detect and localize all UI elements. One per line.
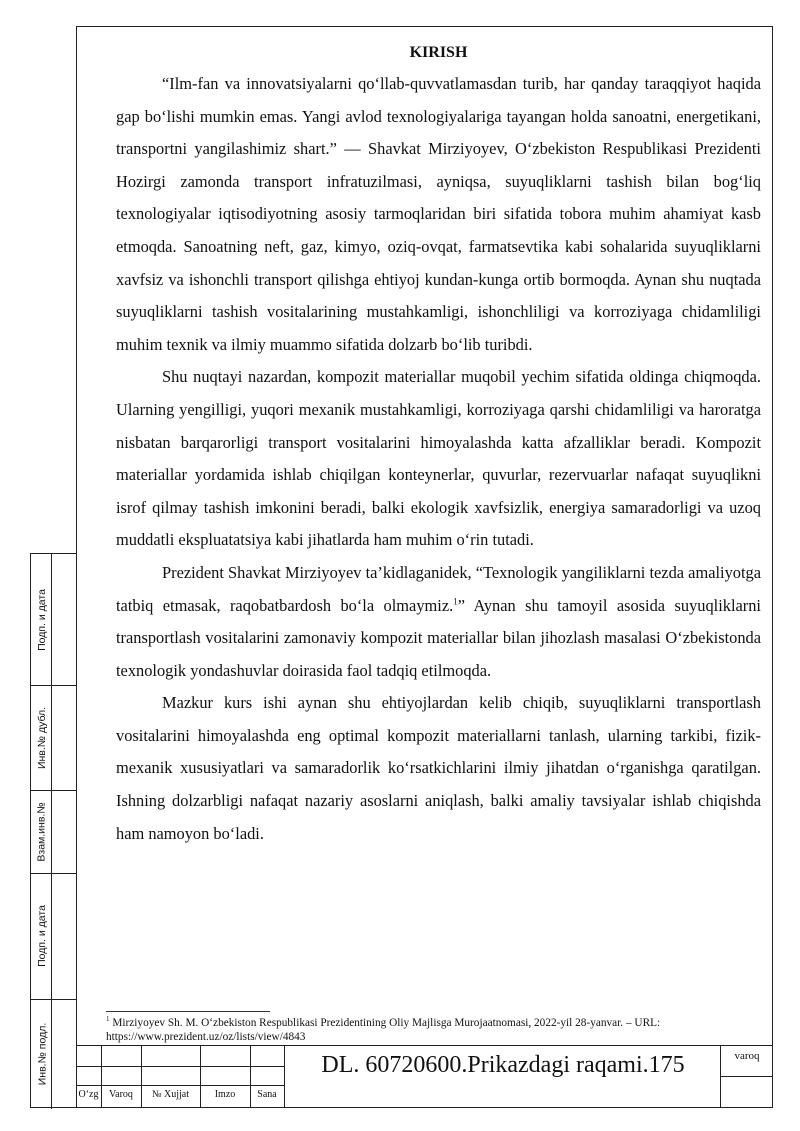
column-label-change: O‘zg [78, 1089, 99, 1100]
column-label-signature: Imzo [214, 1089, 236, 1100]
document-body [116, 40, 761, 850]
title-block-row [76, 1066, 284, 1067]
footnote-separator [106, 1011, 270, 1012]
section-heading: KIRISH [409, 44, 468, 61]
title-block-row [720, 1076, 773, 1077]
stamp-label-signature-date: Подп. и дата [36, 588, 49, 651]
column-label-document-no: № Xujjat [151, 1089, 190, 1100]
stamp-label-original-inv: Инв.№ подл. [36, 1022, 48, 1086]
paragraph-with-footnote [116, 557, 761, 687]
paragraph-text-before: Prezident Shavkat Mirziyoyev ta’kidlaganidek, “Texnologik yangiliklarni tezda amaliyotga tatbiq etmasak, raqobatbardosh bo‘la olmaymiz. [116, 562, 761, 615]
footnote-mark: 1 [106, 1015, 110, 1024]
stamp-label-replace-inv: Взам.инв.№ [36, 801, 48, 862]
stamp-label-duplicate-inv: Инв.№ дубл. [36, 706, 49, 769]
strip-divider [51, 554, 52, 1109]
title-block-row [76, 1085, 284, 1086]
column-label-date: Sana [257, 1089, 277, 1100]
footnote [106, 1016, 766, 1044]
title-block-col [284, 1045, 285, 1108]
footnote-reference[interactable]: 1 [453, 596, 458, 607]
sheet-label: varoq [734, 1050, 760, 1062]
paragraph: Shu nuqtayi nazardan, kompozit materiallar muqobil yechim sifatida oldinga chiqmoqda. Ularning yengilligi, yuqori mexanik mustahkamligi, korroziyaga qarshi chidamliligi va haroratga nisbatan barqarorligi transport vositalarini himoyalashda katta afzalliklar beradi. Kompozit materiallar yordamida ishlab chiqilgan konteynerlar, quvurlar, rezervuarlar nafaqat suyuqlikni isrof qilmay tashish imkonini beradi, balki ekologik xavfsizlik, energiya samaradorligi va uzoq muddatli ekspluatatsiya kabi jihatlarda ham muhim o‘rin tutadi. [116, 367, 761, 550]
document-code: DL. 60720600.Prikazdagi raqami.175 [321, 1052, 685, 1078]
column-label-sheet: Varoq [109, 1089, 133, 1100]
paragraph: Mazkur kurs ishi aynan shu ehtiyojlardan kelib chiqib, suyuqliklarni transportlash vositalarini himoyalashda eng optimal kompozit materiallarni tanlash, ularning tarkibi, fizik-mexanik xususiyatlari va samaradorlik ko‘rsatkichlarini ilmiy jihatdan o‘rganishga qaratilgan. Ishning dolzarbligi nafaqat nazariy asoslarni aniqlash, balki amaliy tavsiyalar ishlab chiqishda ham namoyon bo‘ladi. [116, 693, 761, 843]
paragraph: “Ilm-fan va innovatsiyalarni qo‘llab-quvvatlamasdan turib, har qanday taraqqiyot haqida gap bo‘lishi mumkin emas. Yangi avlod texnologiyalariga tayangan holda sanoatni, energetikani, transportni yangilashimiz shart.” — Shavkat Mirziyoyev, O‘zbekiston Respublikasi Prezidenti Hozirgi zamonda transport infratuzilmasi, ayniqsa, suyuqliklarni tashish bilan bog‘liq texnologiyalar iqtisodiyotning asosiy tarmoqlaridan biri sifatida tobora muhim ahamiyat kasb etmoqda. Sanoatning neft, gaz, kimyo, oziq-ovqat, farmatsevtika kabi sohalarida suyuqliklarni xavfsiz va ishonchli transport qilishga ehtiyoj kundan-kunga ortib bormoqda. Aynan shu nuqtada suyuqliklarni tashish vositalarining mustahkamligi, ishonchliligi va korroziyaga chidamliligi muhim texnik va ilmiy muammo sifatida dolzarb bo‘lib turibdi. [116, 74, 761, 354]
title-block-border [76, 1045, 773, 1046]
paragraph-text-after: ” Aynan shu tamoyil asosida suyuqliklarni transportlash vositalarini zamonaviy kompozit materiallar bilan jihozlash masalasi O‘zbekistonda texnologik yondashuvlar doirasida faol tadqiq etilmoqda. [116, 595, 761, 680]
stamp-label-signature-date: Подп. и дата [36, 905, 49, 967]
footnote-text: Mirziyoyev Sh. M. O‘zbekiston Respublikasi Prezidentining Oliy Majlisga Murojaatnomasi, 2022-yil 28-yanvar. – URL: https://www.prezident.uz/oz/lists/view/4843 [106, 1017, 661, 1043]
margin-stamp-strip [30, 553, 76, 1108]
